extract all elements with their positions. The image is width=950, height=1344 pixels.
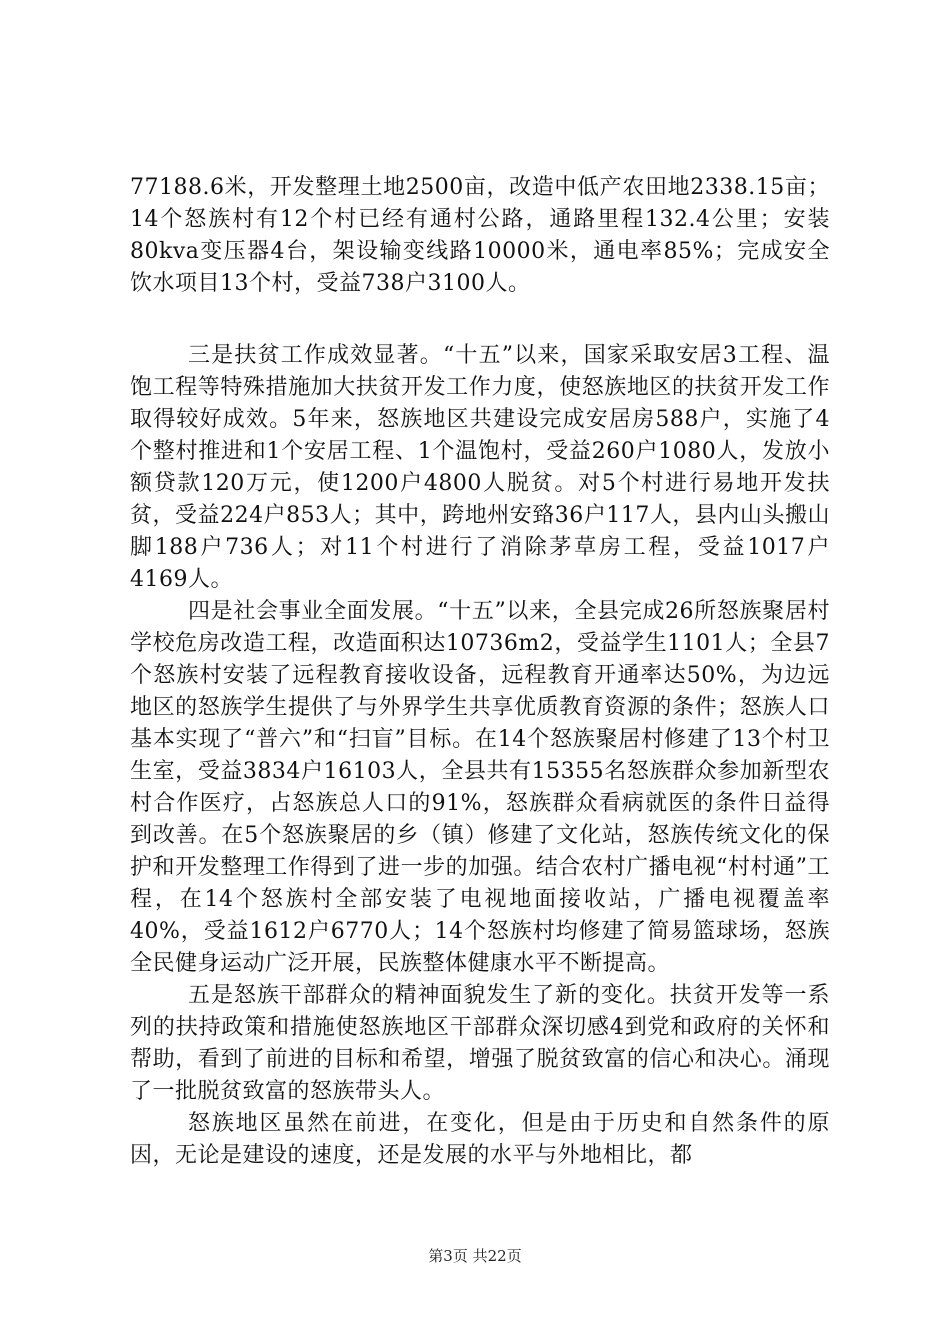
paragraph-spiritual-outlook: 五是怒族干部群众的精神面貌发生了新的变化。扶贫开发等一系列的扶持政策和措施使怒族地区干部群众深切感4到党和政府的关怀和帮助，看到了前进的目标和希望，增强了脱贫致富的信心和决心。涌现了一批脱贫致富的怒族带头人。 (130, 983, 830, 1104)
document-body (130, 172, 830, 1172)
paragraph-social-development: 四是社会事业全面发展。“十五”以来，全县完成26所怒族聚居村学校危房改造工程，改造面积达10736m2，受益学生1101人；全县7个怒族村安装了远程教育接收设备，远程教育开通率达50%，为边远地区的怒族学生提供了与外界学生共享优质教育资源的条件；怒族人口基本实现了“普六”和“扫盲”目标。在14个怒族聚居村修建了13个村卫生室，受益3834户16103人，全县共有15355名怒族群众参加新型农村合作医疗，占怒族总人口的91%，怒族群众看病就医的条件日益得到改善。在5个怒族聚居的乡（镇）修建了文化站，怒族传统文化的保护和开发整理工作得到了进一步的加强。结合农村广播电视“村村通”工程，在14个怒族村全部安装了电视地面接收站，广播电视覆盖率40%，受益1612户6770人；14个怒族村均修建了简易篮球场，怒族全民健身运动广泛开展，民族整体健康水平不断提高。 (130, 599, 830, 976)
paragraph-remaining-gap: 怒族地区虽然在前进，在变化，但是由于历史和自然条件的原因，无论是建设的速度，还是发展的水平与外地相比，都 (130, 1111, 830, 1168)
paragraph-continuation: 77188.6米，开发整理土地2500亩，改造中低产农田地2338.15亩；14个怒族村有12个村已经有通村公路，通路里程132.4公里；安装80kva变压器4台，架设输变线路10000米，通电率85%；完成安全饮水项目13个村，受益738户3100人。 (130, 175, 830, 296)
page-number-footer: 第3页 共22页 (428, 1247, 522, 1265)
paragraph-poverty-alleviation: 三是扶贫工作成效显著。“十五”以来，国家采取安居3工程、温饱工程等特殊措施加大扶贫开发工作力度，使怒族地区的扶贫开发工作取得较好成效。5年来，怒族地区共建设完成安居房588户，实施了4个整村推进和1个安居工程、1个温饱村，受益260户1080人，发放小额贷款120万元，使1200户4800人脱贫。对5个村进行易地开发扶贫，受益224户853人；其中，跨地州安臵36户117人，县内山头搬山脚188户736人；对11个村进行了消除茅草房工程，受益1017户4169人。 (130, 343, 830, 592)
